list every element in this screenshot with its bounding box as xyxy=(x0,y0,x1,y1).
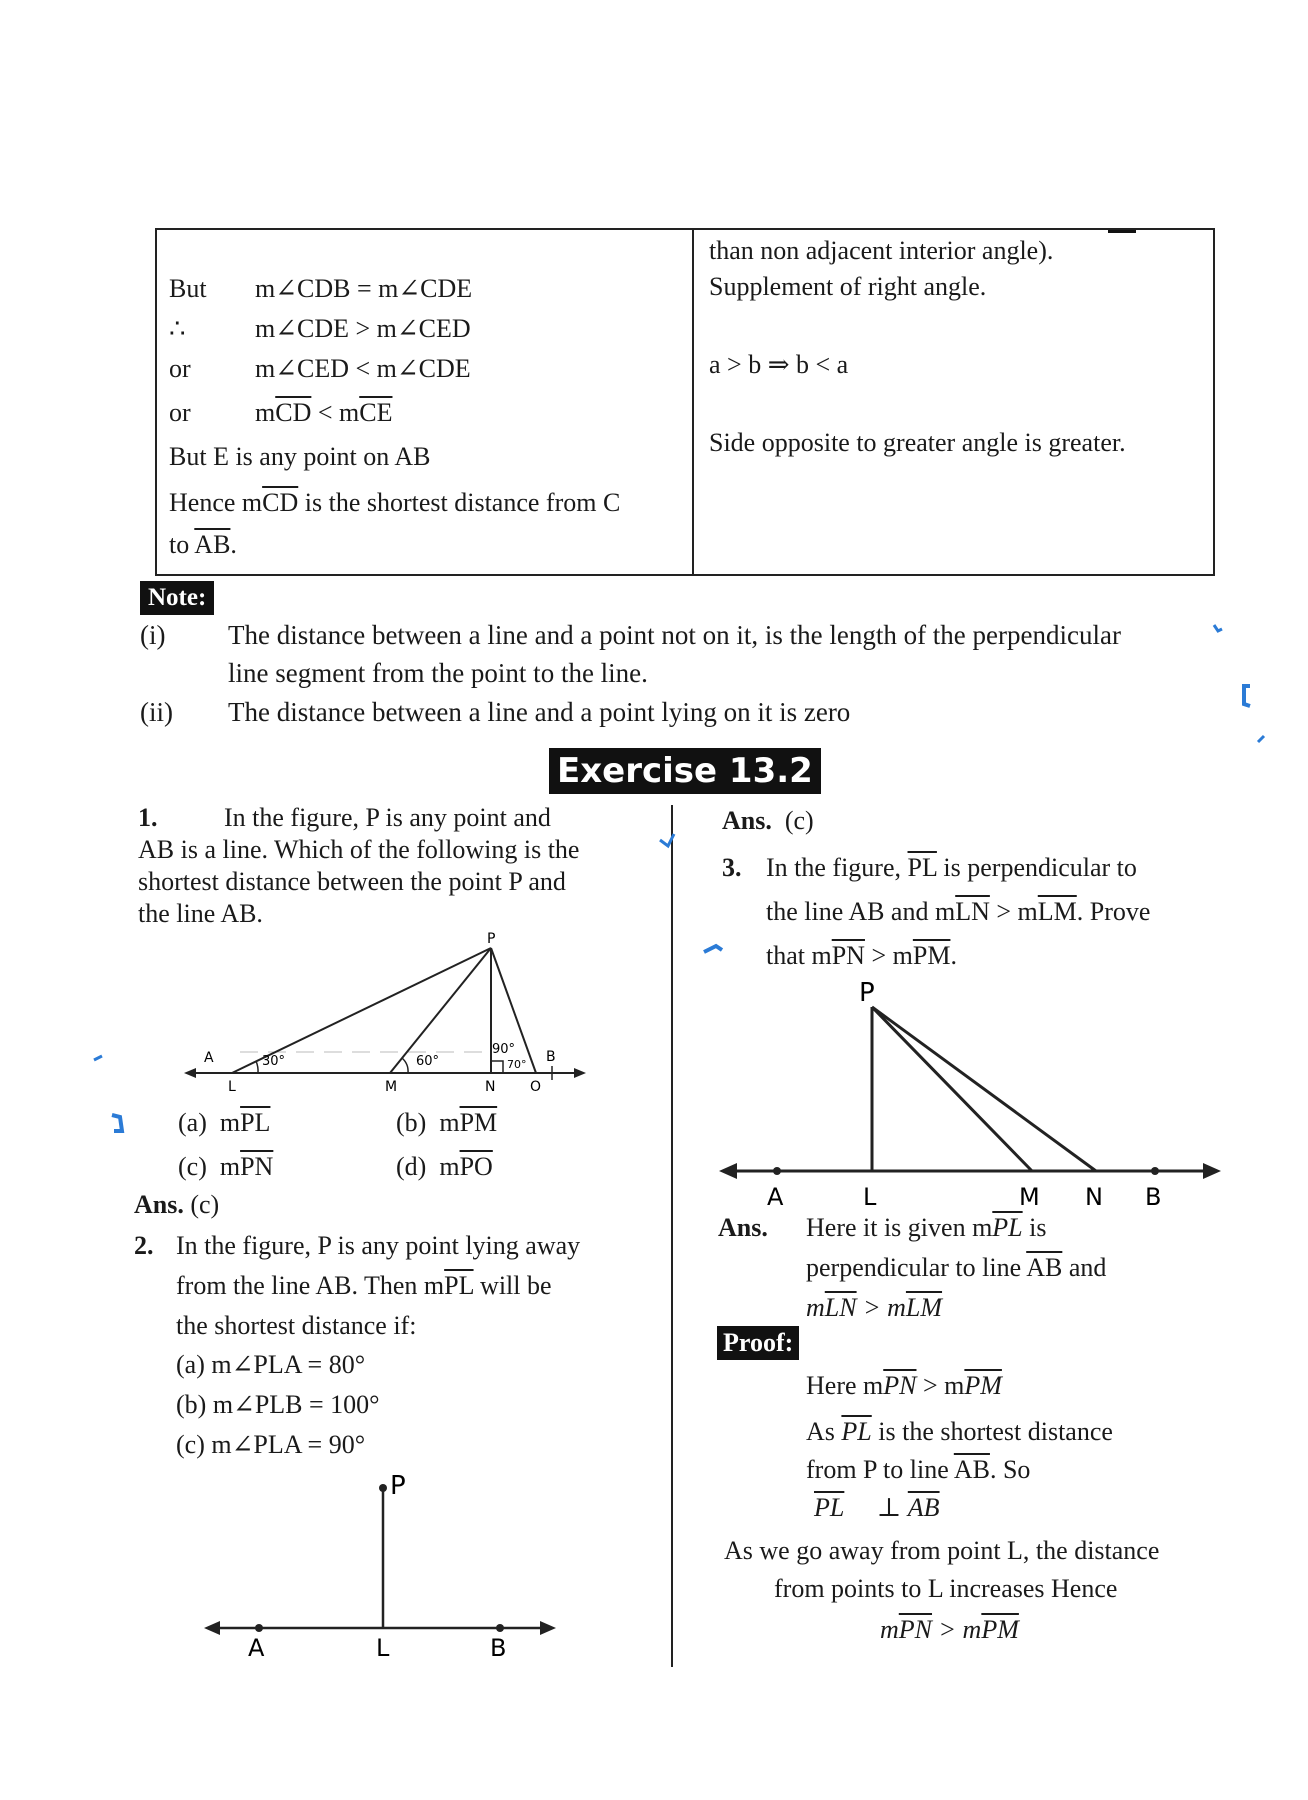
label-m: M xyxy=(1019,1183,1040,1211)
note-title: Note: xyxy=(140,581,214,615)
label-l: L xyxy=(376,1634,390,1660)
pen-mark xyxy=(94,1056,102,1060)
label-a: A xyxy=(248,1634,265,1660)
table-row xyxy=(169,274,472,304)
row-statement: m∠CED < m∠CDE xyxy=(255,354,471,383)
answer-text: Here it is given $m\overline{PL}$ is xyxy=(806,1213,1047,1242)
answer: Ans. (c) xyxy=(134,1190,220,1219)
pen-mark xyxy=(1244,686,1250,706)
row-statement: m∠CDE > m∠CED xyxy=(255,314,471,343)
option-item: (c) m∠PLA = 90° xyxy=(176,1430,366,1459)
table-divider xyxy=(692,230,694,574)
label-b: B xyxy=(1145,1183,1162,1211)
proof-text: As $\overline{PL}$ is the shortest distance xyxy=(806,1417,1113,1446)
angle-arc-60 xyxy=(402,1058,408,1073)
angle-label-60: 60° xyxy=(416,1054,440,1069)
answer-label: Ans. xyxy=(718,1213,768,1242)
point-b xyxy=(496,1624,504,1632)
question-text: In the figure, $\overline{PL}$ is perpendicular to xyxy=(766,853,1137,882)
answer: Ans. (c) xyxy=(722,806,814,835)
q2-figure xyxy=(200,1470,570,1660)
label-n: N xyxy=(485,1079,496,1095)
option-item: (a) m∠PLA = 80° xyxy=(176,1350,366,1379)
row-label: But xyxy=(169,274,207,303)
label-n: N xyxy=(1085,1183,1103,1211)
exercise-heading: Exercise 13.2 xyxy=(549,748,821,794)
row-label: ∴ xyxy=(169,314,186,343)
reason-text: a > b ⇒ b < a xyxy=(709,350,849,379)
reason-text: Side opposite to greater angle is greater. xyxy=(709,428,1126,457)
arrowhead-left xyxy=(184,1068,196,1078)
table-text: But E is any point on AB xyxy=(169,442,431,471)
option-item: (d) $m\overline{PO}$ xyxy=(396,1152,493,1181)
table-text: Hence $m\overline{CD}$ is the shortest distance from C xyxy=(169,488,621,517)
option-item: (c) $m\overline{PN}$ xyxy=(178,1152,274,1181)
question-number: 2. xyxy=(134,1231,154,1260)
reason-text: than non adjacent interior angle). xyxy=(709,236,1054,265)
answer-text: $m\overline{LN} > m\overline{LM}$ xyxy=(806,1293,943,1322)
row-statement: $m\overline{CD} < m\overline{CE}$ xyxy=(255,398,393,427)
question-text: In the figure, P is any point lying away xyxy=(176,1231,581,1260)
point-b xyxy=(1151,1167,1159,1175)
label-b: B xyxy=(490,1634,507,1660)
table-row xyxy=(169,314,471,344)
reason-text: Supplement of right angle. xyxy=(709,272,987,301)
question-text: the line AB and $m\overline{LN} > m\overline{LM}$. Prove xyxy=(766,897,1151,926)
question-number: 3. xyxy=(722,853,742,882)
label-l: L xyxy=(228,1079,236,1095)
arrowhead-left xyxy=(204,1621,220,1635)
label-p: P xyxy=(859,978,875,1008)
option-item: (b) $m\overline{PM}$ xyxy=(396,1108,498,1137)
segment-pm xyxy=(872,1007,1032,1171)
note-item-text: The distance between a line and a point lying on it is zero xyxy=(228,697,851,727)
proof-text: As we go away from point L, the distance xyxy=(724,1536,1160,1565)
pen-mark xyxy=(112,1115,122,1131)
question-text: AB is a line. Which of the following is the xyxy=(138,835,580,864)
pen-mark xyxy=(1258,736,1264,742)
point-p xyxy=(379,1484,387,1492)
point-a xyxy=(255,1624,263,1632)
row-label: or xyxy=(169,398,191,427)
proof-text: $\overline{PL}$ ⊥ $\overline{AB}$ xyxy=(814,1493,940,1522)
segment-pm xyxy=(390,948,491,1073)
table-row xyxy=(169,398,392,428)
question-text: the shortest distance if: xyxy=(176,1311,417,1340)
note-item-text: line segment from the point to the line. xyxy=(228,658,648,688)
table-row xyxy=(169,354,471,384)
proof-text: $m\overline{PN} > m\overline{PM}$ xyxy=(880,1615,1019,1644)
question-text: the line AB. xyxy=(138,899,263,928)
pen-mark xyxy=(704,946,722,952)
question-number: 1. xyxy=(138,803,158,832)
label-l: L xyxy=(863,1183,877,1211)
answer-text: perpendicular to line $\overline{AB}$ and xyxy=(806,1253,1107,1282)
label-p: P xyxy=(487,931,496,947)
option-item: (a) $m\overline{PL}$ xyxy=(178,1108,271,1137)
angle-label-90: 90° xyxy=(492,1042,516,1057)
point-a xyxy=(773,1167,781,1175)
proof-text: from P to line $\overline{AB}$. So xyxy=(806,1455,1031,1484)
question-text: In the figure, P is any point and xyxy=(224,803,551,832)
arrowhead-right xyxy=(540,1621,556,1635)
proof-title: Proof: xyxy=(717,1326,799,1360)
question-text: from the line AB. Then $m\overline{PL}$ will be xyxy=(176,1271,552,1300)
label-o: O xyxy=(530,1079,542,1095)
note-item-text: The distance between a line and a point not on it, is the length of the perpendicular xyxy=(228,620,1121,650)
label-b: B xyxy=(546,1049,556,1065)
q1-figure xyxy=(180,925,600,1100)
proof-text: Here $m\overline{PN} > m\overline{PM}$ xyxy=(806,1371,1002,1400)
pen-mark xyxy=(1214,625,1222,631)
arrowhead-right xyxy=(1203,1163,1221,1179)
right-angle-mark xyxy=(491,1061,503,1073)
question-text: that $m\overline{PN} > m\overline{PM}$. xyxy=(766,941,957,970)
row-label: or xyxy=(169,354,191,383)
proof-text: from points to L increases Hence xyxy=(774,1574,1118,1603)
label-m: M xyxy=(385,1079,398,1095)
note-item-number: (i) xyxy=(140,620,166,650)
angle-label-70: 70° xyxy=(507,1058,527,1071)
label-a: A xyxy=(204,1050,214,1066)
arrowhead-left xyxy=(719,1163,737,1179)
proof-table xyxy=(155,228,1215,576)
angle-arc-30 xyxy=(256,1061,258,1073)
q3-figure xyxy=(715,975,1235,1215)
angle-label-30: 30° xyxy=(262,1054,286,1069)
option-item: (b) m∠PLB = 100° xyxy=(176,1390,380,1419)
label-p: P xyxy=(390,1471,406,1501)
arrowhead-right xyxy=(574,1068,586,1078)
note-item-number: (ii) xyxy=(140,697,173,727)
segment-pn xyxy=(872,1007,1096,1171)
question-text: shortest distance between the point P and xyxy=(138,867,566,896)
table-text: to $\overline{AB}$. xyxy=(169,530,237,559)
row-statement: m∠CDB = m∠CDE xyxy=(255,274,473,303)
label-a: A xyxy=(767,1183,784,1211)
column-divider xyxy=(671,805,673,1667)
